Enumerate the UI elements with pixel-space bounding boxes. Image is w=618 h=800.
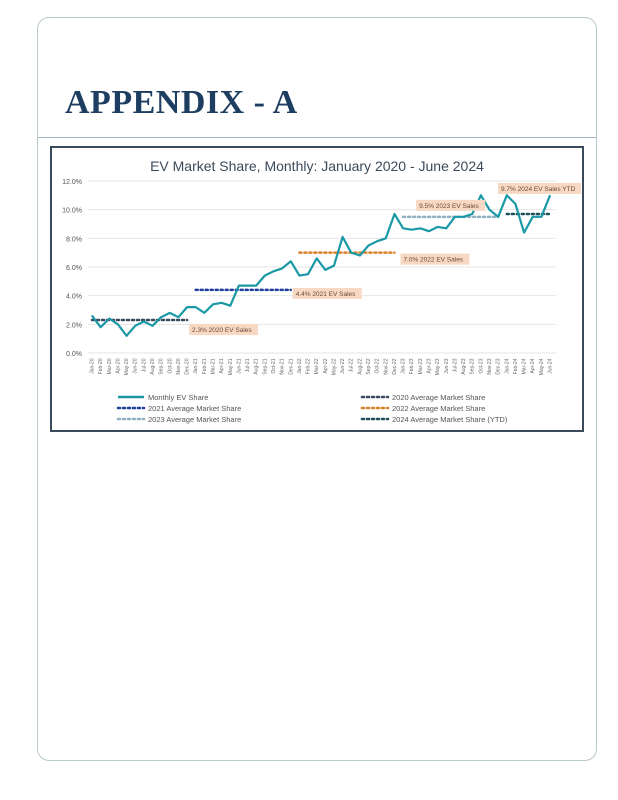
- average-label-text: 2.3% 2020 EV Sales: [192, 327, 252, 335]
- x-tick-label: Jun-24: [547, 358, 554, 374]
- data-point: [221, 302, 222, 303]
- monthly-ev-share-line: [92, 195, 550, 335]
- x-tick-label: Jul-22: [348, 358, 355, 373]
- data-point: [273, 271, 274, 272]
- x-tick-label: Feb-23: [409, 358, 416, 375]
- x-tick-label: Aug-23: [461, 358, 468, 375]
- chart-canvas: [52, 148, 582, 430]
- data-point: [368, 245, 369, 246]
- data-point: [143, 321, 144, 322]
- data-point: [351, 252, 352, 253]
- x-tick-label: Jan-22: [296, 358, 303, 374]
- x-tick-label: May-22: [331, 358, 338, 376]
- x-tick-label: Sep-22: [366, 358, 373, 375]
- y-tick-label: 8.0%: [66, 236, 82, 244]
- y-tick-label: 0.0%: [66, 351, 82, 358]
- data-point: [454, 216, 455, 217]
- average-label-text: 7.0% 2022 EV Sales: [403, 256, 464, 264]
- title-divider: [38, 137, 596, 138]
- x-tick-label: Aug-20: [149, 358, 156, 375]
- x-tick-label: Nov-22: [383, 358, 390, 375]
- data-point: [152, 325, 153, 326]
- average-label-2021: [293, 288, 362, 299]
- chart-legend: [118, 393, 508, 424]
- data-point: [230, 305, 231, 306]
- data-point: [290, 261, 291, 262]
- x-tick-label: May-24: [538, 358, 545, 376]
- page-title: APPENDIX - A: [65, 84, 298, 121]
- data-point: [342, 236, 343, 237]
- x-tick-label: Sep-23: [469, 358, 476, 375]
- data-point: [117, 324, 118, 325]
- data-point: [359, 255, 360, 256]
- data-point: [247, 285, 248, 286]
- x-tick-label: Nov-21: [279, 358, 286, 375]
- data-point: [523, 232, 524, 233]
- y-tick-label: 10.0%: [62, 207, 82, 215]
- data-point: [402, 228, 403, 229]
- data-point: [480, 195, 481, 196]
- x-tick-label: Feb-22: [305, 358, 312, 375]
- x-tick-label: Apr-21: [219, 358, 226, 374]
- data-point: [238, 285, 239, 286]
- x-tick-label: Mar-22: [314, 358, 321, 375]
- data-point: [100, 327, 101, 328]
- data-point: [135, 325, 136, 326]
- x-tick-label: Oct-22: [374, 358, 381, 374]
- x-tick-label: Dec-22: [391, 358, 398, 375]
- legend-label: 2024 Average Market Share (YTD): [392, 415, 508, 424]
- data-point: [437, 226, 438, 227]
- data-point: [161, 317, 162, 318]
- data-point: [532, 216, 533, 217]
- x-tick-label: Jan-24: [504, 358, 511, 374]
- y-tick-label: 6.0%: [66, 265, 82, 272]
- legend-item: [362, 404, 485, 413]
- data-point: [316, 258, 317, 259]
- x-tick-label: Apr-22: [322, 358, 329, 374]
- x-tick-label: Nov-20: [175, 358, 182, 375]
- data-point: [411, 229, 412, 230]
- data-point: [178, 317, 179, 318]
- x-tick-label: Sep-21: [262, 358, 269, 375]
- x-tick-label: Dec-23: [495, 358, 502, 375]
- data-point: [472, 213, 473, 214]
- x-tick-label: Dec-20: [184, 358, 191, 375]
- x-tick-label: Jul-20: [141, 358, 148, 373]
- x-tick-label: Aug-22: [357, 358, 364, 375]
- x-tick-label: Apr-24: [530, 358, 537, 374]
- data-point: [195, 307, 196, 308]
- legend-label: 2020 Average Market Share: [392, 393, 486, 402]
- legend-item: [118, 393, 208, 402]
- data-point: [394, 213, 395, 214]
- average-label-text: 9.5% 2023 EV Sales: [419, 202, 479, 210]
- x-tick-label: Jun-23: [443, 358, 450, 374]
- x-tick-label: Jun-20: [132, 358, 139, 374]
- x-tick-label: Jul-21: [245, 358, 252, 373]
- data-point: [126, 335, 127, 336]
- legend-item: [362, 415, 508, 424]
- x-tick-label: Jun-22: [340, 358, 347, 374]
- data-point: [446, 228, 447, 229]
- x-tick-label: Mar-20: [106, 358, 113, 375]
- x-tick-label: May-21: [227, 358, 234, 376]
- data-point: [325, 269, 326, 270]
- data-point: [256, 285, 257, 286]
- x-tick-label: Aug-21: [253, 358, 260, 375]
- x-tick-label: May-23: [435, 358, 442, 376]
- legend-item: [362, 393, 485, 402]
- average-label-text: 9.7% 2024 EV Sales YTD: [501, 185, 576, 193]
- y-tick-label: 2.0%: [66, 322, 82, 330]
- data-point: [549, 195, 550, 196]
- x-tick-label: Feb-24: [512, 358, 519, 375]
- data-point: [420, 228, 421, 229]
- x-tick-label: Feb-20: [98, 358, 105, 375]
- data-point: [385, 238, 386, 239]
- x-tick-label: Oct-23: [478, 358, 485, 374]
- y-tick-label: 4.0%: [66, 293, 82, 301]
- data-point: [109, 318, 110, 319]
- data-point: [506, 195, 507, 196]
- y-axis-ticks: [62, 179, 82, 358]
- ev-market-share-chart: [50, 146, 584, 432]
- x-tick-label: Oct-20: [167, 358, 174, 374]
- x-tick-label: Nov-23: [487, 358, 494, 375]
- data-point: [264, 275, 265, 276]
- x-tick-label: Sep-20: [158, 358, 165, 375]
- data-point: [498, 216, 499, 217]
- legend-item: [118, 415, 241, 424]
- data-point: [515, 203, 516, 204]
- x-tick-label: Apr-20: [115, 358, 122, 374]
- data-point: [299, 275, 300, 276]
- data-point: [489, 209, 490, 210]
- data-point: [377, 241, 378, 242]
- data-point: [463, 216, 464, 217]
- x-tick-label: Jan-20: [89, 358, 96, 374]
- x-tick-label: Mar-24: [521, 358, 528, 375]
- legend-label: 2022 Average Market Share: [392, 404, 486, 413]
- legend-item: [118, 404, 241, 413]
- x-tick-label: Oct-21: [270, 358, 277, 374]
- average-label-2020: [189, 324, 258, 335]
- x-tick-label: Apr-23: [426, 358, 433, 374]
- average-label-text: 4.4% 2021 EV Sales: [295, 290, 356, 298]
- x-tick-label: Jul-23: [452, 358, 459, 373]
- legend-label: Monthly EV Share: [148, 393, 209, 402]
- data-point: [204, 312, 205, 313]
- data-point: [91, 315, 92, 316]
- average-label-2022: [400, 254, 469, 265]
- data-point: [307, 274, 308, 275]
- x-tick-label: Dec-21: [288, 358, 295, 375]
- x-tick-label: May-20: [124, 358, 131, 376]
- x-axis-ticks: [90, 358, 554, 375]
- data-point: [428, 231, 429, 232]
- series-lines: [91, 195, 550, 337]
- average-label-2023: [416, 200, 485, 211]
- data-point: [169, 312, 170, 313]
- x-tick-label: Jan-21: [193, 358, 200, 374]
- legend-label: 2023 Average Market Share: [148, 415, 242, 424]
- legend-label: 2021 Average Market Share: [148, 404, 242, 413]
- data-point: [541, 216, 542, 217]
- average-label-2024: [498, 183, 581, 194]
- average-labels: [189, 183, 581, 335]
- x-tick-label: Mar-21: [210, 358, 217, 375]
- chart-title: EV Market Share, Monthly: January 2020 - June 2024: [150, 158, 484, 174]
- y-tick-label: 12.0%: [62, 179, 82, 186]
- x-tick-label: Jan-23: [400, 358, 407, 374]
- x-tick-label: Mar-23: [417, 358, 424, 375]
- data-point: [186, 307, 187, 308]
- data-point: [282, 268, 283, 269]
- data-point: [333, 265, 334, 266]
- data-point: [212, 304, 213, 305]
- x-tick-label: Feb-21: [201, 358, 208, 375]
- x-tick-label: Jun-21: [236, 358, 243, 374]
